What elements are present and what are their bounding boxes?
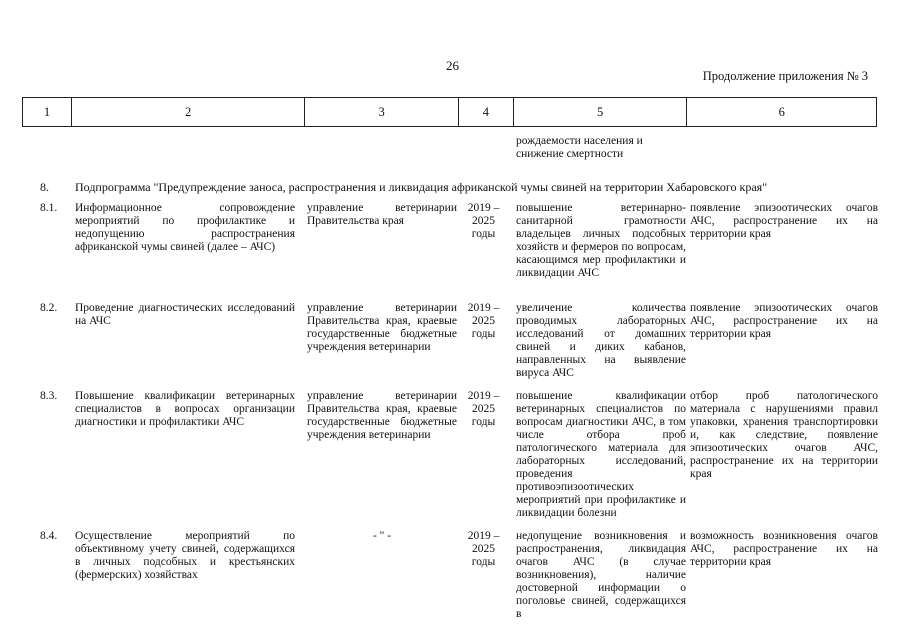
row-measure: Информационное сопровождение мероприятий по профилактике и недопущению распространения африканской чумы свиней (далее – АЧС) <box>75 202 295 253</box>
carryover-result: рождаемости населения и снижение смертности <box>516 135 643 160</box>
subprogram-number: 8. <box>40 180 49 194</box>
header-col-3: 3 <box>304 98 458 126</box>
row-number: 8.3. <box>40 390 58 402</box>
table-header <box>22 97 877 127</box>
row-executor: управление ветеринарии Правительства края, краевые государственные бюджетные учреждения ветеринарии <box>307 390 457 441</box>
row-number: 8.2. <box>40 302 58 314</box>
row-number: 8.4. <box>40 530 58 542</box>
row-consequence: появление эпизоотических очагов АЧС, распространение их на территории края <box>690 302 878 340</box>
row-result: увеличение количества проводимых лабораторных исследований от домашних свиней и диких кабанов, направленных на выявление вируса АЧС <box>516 302 686 379</box>
row-consequence: появление эпизоотических очагов АЧС, распространение их на территории края <box>690 202 878 240</box>
row-measure: Повышение квалификации ветеринарных специалистов в вопросах организации диагностики и профилактики АЧС <box>75 390 295 428</box>
row-consequence: возможность возникновения очагов АЧС, распространение их на территории края <box>690 530 878 568</box>
row-consequence: отбор проб патологического материала с нарушениями правил упаковки, хранения транспортировки и, как следствие, появление эпизоотических очагов АЧС, распространение их на территории края <box>690 390 878 480</box>
row-result: повышение ветеринарно-санитарной грамотности владельцев личных подсобных хозяйств и фермеров по вопросам, касающимся мер профилактики и ликвидации АЧС <box>516 202 686 279</box>
header-col-1: 1 <box>43 104 51 119</box>
row-period: 2019 – 2025 годы <box>467 530 500 568</box>
header-col-5: 5 <box>513 98 687 126</box>
row-period: 2019 – 2025 годы <box>467 202 500 240</box>
row-measure: Осуществление мероприятий по объективному учету свиней, содержащихся в личных подсобных и крестьянских (фермерских) хозяйствах <box>75 530 295 581</box>
row-period: 2019 – 2025 годы <box>467 302 500 340</box>
row-result: повышение квалификации ветеринарных специалистов по вопросам диагностики АЧС, в том числе отбора проб патологического материала для лабораторных исследований, проведения противоэпизоотических мероприятий при профилактике и ликвидации болезни <box>516 390 686 519</box>
header-col-4: 4 <box>458 98 513 126</box>
row-executor: - " - <box>372 530 392 542</box>
header-col-6: 6 <box>686 98 876 126</box>
continuation-label: Продолжение приложения № 3 <box>702 69 868 83</box>
row-measure: Проведение диагностических исследований на АЧС <box>75 302 295 327</box>
row-result: недопущение возникновения и распространения, ликвидация очагов АЧС (в случае возникновения), наличие достоверной информации о поголовье свиней, содержащихся в <box>516 530 686 620</box>
row-executor: управление ветеринарии Правительства края, краевые государственные бюджетные учреждения ветеринарии <box>307 302 457 353</box>
row-period: 2019 – 2025 годы <box>467 390 500 428</box>
row-number: 8.1. <box>40 202 58 214</box>
page-number: 26 <box>446 58 459 73</box>
subprogram-title: Подпрограмма "Предупреждение заноса, распространения и ликвидация африканской чумы свиней на территории Хабаровского края" <box>75 180 768 194</box>
row-executor: управление ветеринарии Правительства края <box>307 202 457 227</box>
header-col-2: 2 <box>71 98 304 126</box>
